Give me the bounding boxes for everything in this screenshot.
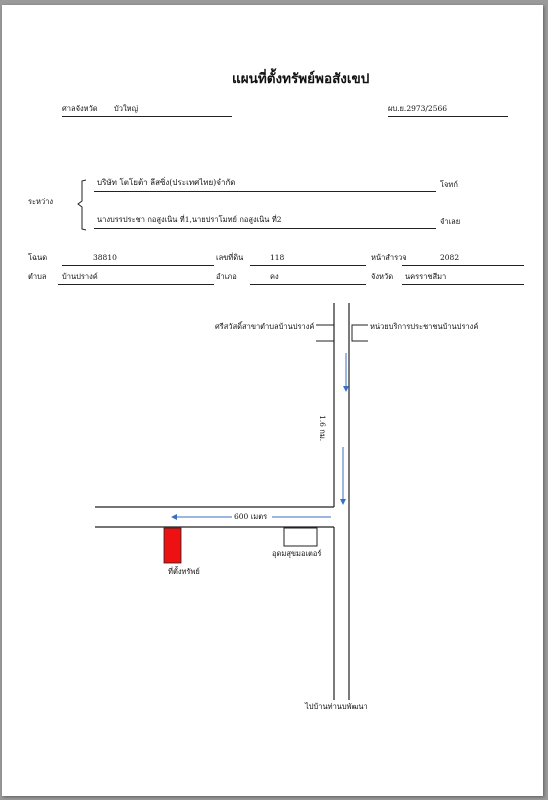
service-center-building — [352, 325, 368, 341]
plaintiff-name: บริษัท โตโยต้า ลีสซิ่ง(ประเทศไทย)จำกัด — [97, 178, 236, 187]
subdistrict-label: ตำบล — [28, 272, 47, 281]
document-page — [2, 5, 543, 796]
defendant-name: นางบรรประชา กอสูงเนิน ที่1,นายปราโมทย์ กอสูงเนิน ที่2 — [97, 215, 282, 224]
plaintiff-role: โจทก์ — [440, 180, 458, 189]
case-number: ผบ.ย.2973/2566 — [388, 104, 448, 113]
defendant-role: จำเลย — [440, 217, 461, 226]
between-label: ระหว่าง — [28, 197, 54, 206]
service-center-label: หน่วยบริการประชาชนบ้านปรางค์ — [370, 322, 479, 331]
district-value: คง — [270, 272, 279, 281]
bottom-road-label: ไปบ้านท่านบพัฒนา — [305, 702, 368, 711]
page-title: แผนที่ตั้งทรัพย์พอสังเขป — [232, 71, 370, 87]
province-label: จังหวัด — [371, 272, 394, 281]
land-no-label: เลขที่ดิน — [216, 253, 244, 262]
location-map — [2, 5, 543, 796]
property-label: ที่ตั้งทรัพย์ — [168, 567, 200, 576]
horizontal-distance-label: 600 เมตร — [234, 512, 268, 521]
property-marker — [164, 528, 181, 563]
survey-page-value: 2082 — [440, 253, 460, 262]
land-no-value: 118 — [270, 253, 285, 262]
motor-shop-label: อุดมสุขมอเตอร์ — [272, 549, 322, 558]
motor-shop-building — [284, 528, 317, 546]
province-value: นครราชสีมา — [405, 272, 447, 281]
district-label: อำเภอ — [216, 272, 237, 281]
court-label: ศาลจังหวัด — [62, 104, 98, 113]
vertical-distance-label: 1.6 กม. — [318, 415, 327, 442]
survey-page-label: หน้าสำรวจ — [371, 253, 407, 262]
subdistrict-value: บ้านปรางค์ — [62, 272, 98, 281]
bank-building — [316, 325, 334, 341]
court-value: บัวใหญ่ — [114, 104, 138, 113]
bank-label: ศรีสวัสดิ์สาขาตำบลบ้านปรางค์ — [215, 322, 315, 331]
deed-value: 38810 — [93, 253, 117, 262]
deed-label: โฉนด — [28, 253, 48, 262]
